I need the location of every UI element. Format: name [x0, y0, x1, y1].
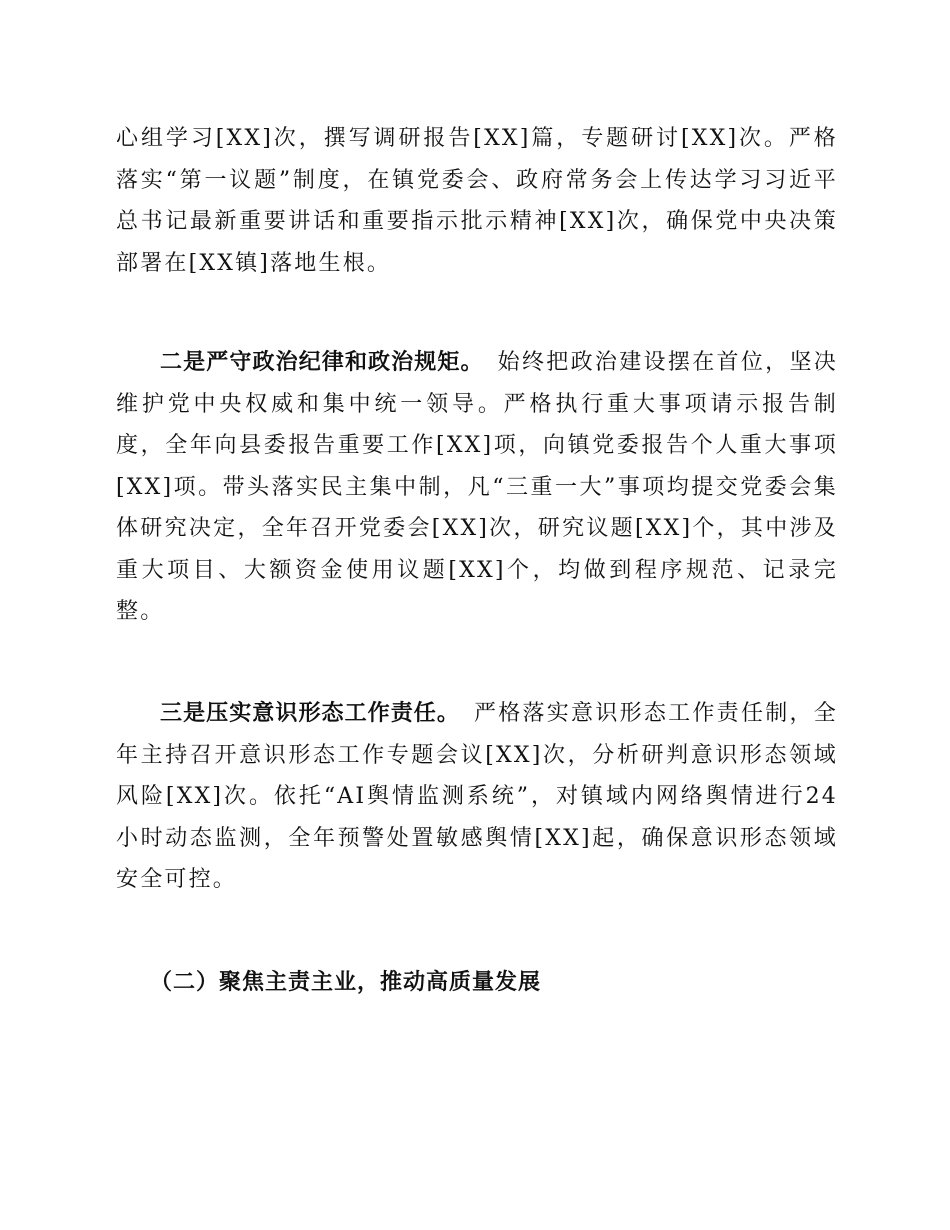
paragraph-ideology-responsibility	[116, 693, 838, 901]
section-heading: （二）聚焦主责主业，推动高质量发展	[150, 970, 542, 995]
paragraph-political-discipline	[116, 342, 838, 633]
paragraph-continuation	[116, 118, 838, 284]
paragraph-text: 始终把政治建设摆在首位，坚决维护党中央权威和集中统一领导。严格执行重大事项请示报告制度，全年向县委报告重要工作[XX]项，向镇党委报告个人重大事项[XX]项。带头落实民主集中制，凡“三重一大”事项均提交党委会集体研究决定，全年召开党委会[XX]次，研究议题[XX]个，其中涉及重大项目、大额资金使用议题[XX]个，均做到程序规范、记录完整。	[116, 350, 838, 624]
paragraph-lead: 三是压实意识形态工作责任。	[160, 701, 460, 726]
paragraph-lead: 二是严守政治纪律和政治规矩。	[160, 350, 484, 375]
paragraph-text: 心组学习[XX]次，撰写调研报告[XX]篇，专题研讨[XX]次。严格落实“第一议题”制度，在镇党委会、政府常务会上传达学习习近平总书记最新重要讲话和重要指示批示精神[XX]次，确保党中央决策部署在[XX镇]落地生根。	[116, 126, 838, 276]
paragraph-text: 严格落实意识形态工作责任制，全年主持召开意识形态工作专题会议[XX]次，分析研判意识形态领域风险[XX]次。依托“AI舆情监测系统”，对镇域内网络舆情进行24小时动态监测，全年预警处置敏感舆情[XX]起，确保意识形态领域安全可控。	[116, 701, 838, 892]
